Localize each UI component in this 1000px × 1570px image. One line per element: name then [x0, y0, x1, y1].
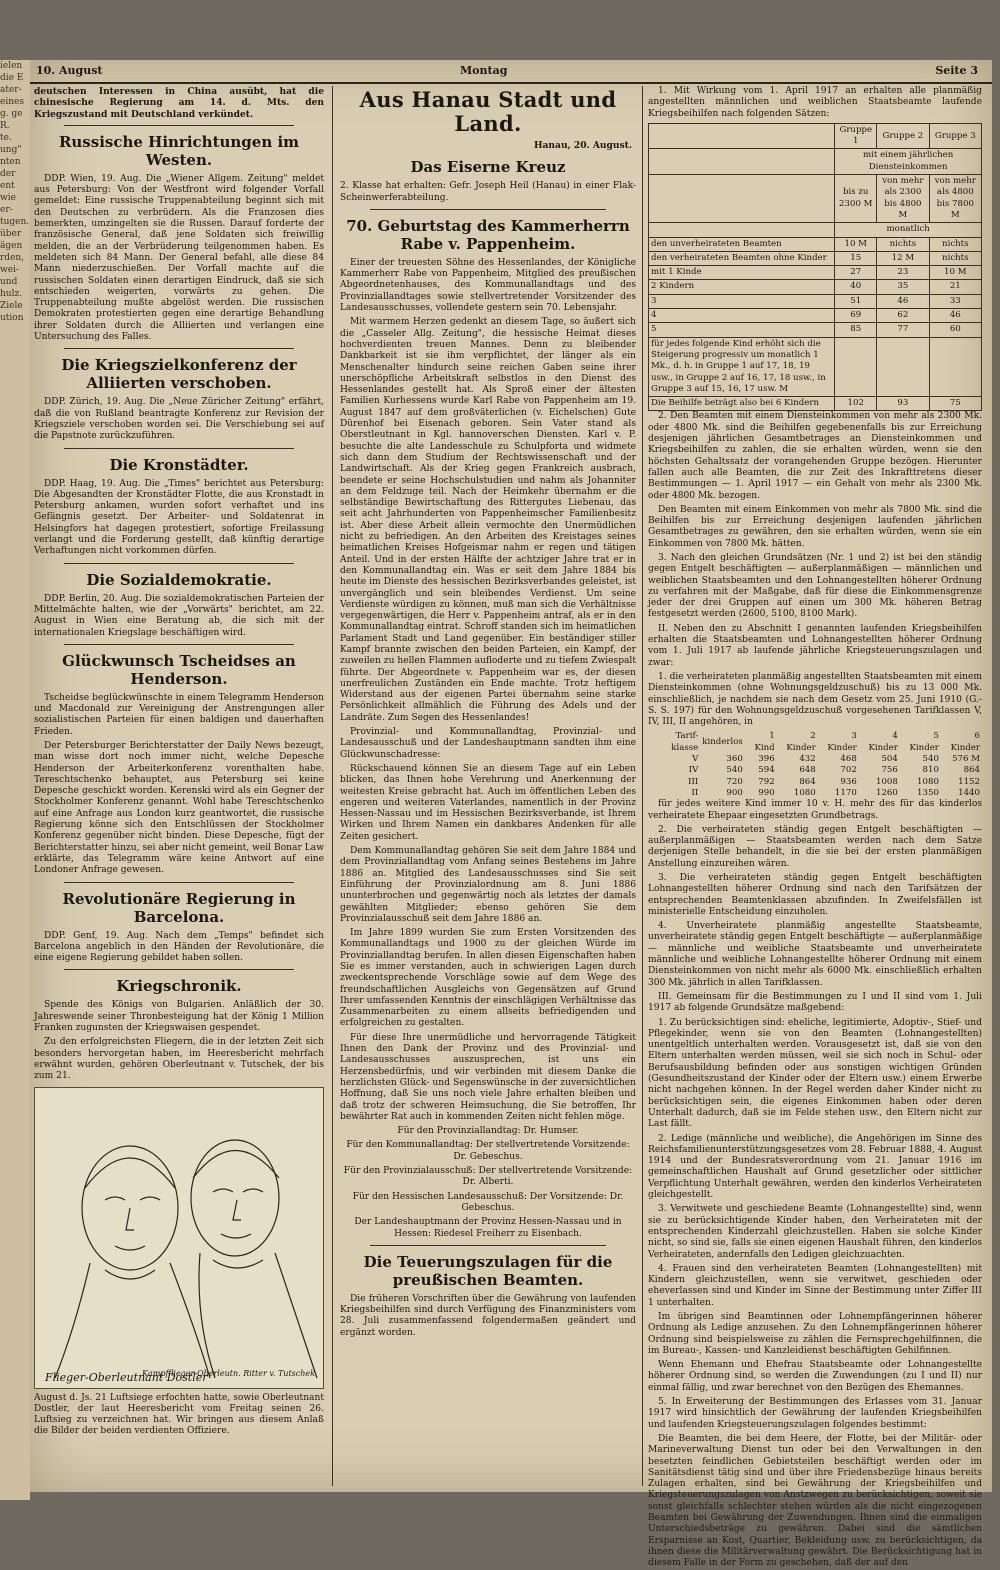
- column-3-paragraph: 3. Die verheirateten ständig gegen Entgelt beschäftigten Lohnangestellten höherer Ordnung sind nach den Tarifsätzen der entsprechenden Beamtenklassen abzufinden. In Zweifelsfällen ist ministerielle Entscheidung einzuholen.: [648, 873, 982, 917]
- header-rule: [30, 82, 992, 84]
- column-3-paragraph: 1. die verheirateten planmäßig angestellten Staatsbeamten mit einem Diensteinkommen (ohne Wohnungsgeldzuschuß) bis zu 13 000 Mk. einschließlich, je nachdem sie nach dem Gesetz vom 25. Juni 1910 (G.-S. S. 197) für den Wohnungsgeldzuschuß vorgesehenen Tarifklassen V, IV, III, II angehören, in: [648, 671, 983, 728]
- table-cell: 85: [835, 323, 877, 337]
- table2-header: 6 Kinder: [950, 731, 980, 753]
- signatures: [340, 1126, 636, 1240]
- table2-cell: III: [688, 776, 699, 787]
- table-corner: [649, 149, 835, 175]
- teuerung-title: Die Teuerungszulagen für die preußischen Beamten.: [363, 1252, 613, 1289]
- table2-cell: 864: [963, 765, 980, 776]
- table-row-label: mit 1 Kinde: [649, 266, 835, 280]
- table2-cell: 396: [758, 754, 775, 765]
- beihilfe-table: [648, 123, 982, 412]
- previous-page-edge: [0, 60, 30, 1500]
- portrait-drawing: [35, 1088, 323, 1388]
- previous-page-fragment: wie: [0, 193, 16, 203]
- table-row-label: 5: [649, 323, 835, 337]
- kreuz-title: Das Eiserne Kreuz: [410, 158, 566, 177]
- previous-page-fragment: rden,: [0, 253, 25, 263]
- table-row-label: 3: [649, 294, 835, 308]
- table-corner: [649, 123, 835, 149]
- previous-page-fragment: eines: [0, 97, 24, 107]
- birthday-paragraph: Im Jahre 1899 wurden Sie zum Ersten Vorsitzenden des Kommunallandtags und 1900 zu der gleichen Würde im Provinziallandtag berufen. In allen diesen Eigenschaften haben Sie es immer verstanden, auch in schwierigen Lagen durch zweckentsprechende Vorschläge sowie auf dem Wege des freundschaftlichen Ausgleichs von Gegensätzen auf Grund Ihrer umfassenden Kenntnis der einschlägigen Verhältnisse das Zusammenarbeiten zu einem allseits befriedigenden und erfolgreichen zu gestalten.: [340, 928, 636, 1029]
- column-3-paragraph: II. Neben den zu Abschnitt I genannten laufenden Kriegsbeihilfen erhalten die Staatsbeamten und Lohnangestellten höherer Ordnung vom 1. Juli 1917 ab laufende jährliche Kriegsteuerungszulagen und zwar:: [648, 623, 982, 668]
- table-cell: 60: [929, 323, 981, 337]
- table-row-label: 2 Kindern: [649, 280, 835, 294]
- table2-cell: 468: [840, 754, 857, 765]
- article-paragraph: DDP. Zürich, 19. Aug. Die „Neue Züricher Zeitung" erfährt, daß die von Rußland beantragte Konferenz zur Revision der Kriegsziele verschoben worden sei. Die Verschiebung sei auf die Papstnote zurückzuführen.: [34, 397, 324, 442]
- divider: [370, 209, 606, 210]
- table-cell: 51: [835, 294, 877, 308]
- previous-page-fragment: er-: [0, 205, 13, 215]
- table2-cell: 1350: [917, 787, 939, 798]
- table2-header: Tarif-klasse: [671, 731, 699, 753]
- column-3-paragraph: 5. In Erweiterung der Bestimmungen des Erlasses vom 31. Januar 1917 wird hinsichtlich der Gewährung der laufenden Kriegsbeihilfen und laufenden Kriegsteuerungszulagen folgendes bestimmt:: [648, 1397, 982, 1430]
- table-row-label: den verheirateten Beamten ohne Kinder: [649, 251, 835, 265]
- previous-page-fragment: R.: [0, 121, 10, 131]
- table2-cell: 1080: [917, 776, 939, 787]
- table-cell: 46: [877, 294, 929, 308]
- table2-cell: 702: [840, 765, 857, 776]
- table2-cell: 576 M: [952, 754, 980, 765]
- table2-cell: 432: [799, 754, 816, 765]
- table-header-row: [649, 123, 982, 149]
- table2-header: 2 Kinder: [786, 731, 816, 753]
- previous-page-fragment: te.: [0, 133, 12, 143]
- article-paragraph: Tscheidse beglückwünschte in einem Telegramm Henderson und Macdonald zur Vereinigung der Anstrengungen aller sozialistischen Parteien für einen baldigen und dauerhaften Frieden.: [34, 692, 324, 737]
- table-cell: 102: [835, 397, 877, 411]
- table2-cell: 1152: [958, 776, 980, 787]
- signature-line: Für den Provinzialausschuß: Der stellvertretende Vorsitzende: Dr. Alberti.: [343, 1166, 633, 1188]
- previous-page-fragment: ung": [0, 145, 22, 155]
- table-cell: [929, 337, 981, 396]
- table-cell: [835, 337, 877, 396]
- table2-header-row: [648, 731, 982, 754]
- table-cell: 75: [929, 397, 981, 411]
- divider: [64, 644, 294, 645]
- article-paragraph: DDP. Haag, 19. Aug. Die „Times" berichtet aus Petersburg: Die Abgesandten der Kronstädter Flotte, die aus Kronstadt in Petersburg ankamen, wurden sofort verhaftet und ins Gefängnis gesetzt. Der Arbeiter- und Soldatenrat in Helsingfors hat dagegen protestiert, sofortige Freilassung verlangt und die Forderung gestellt, daß künftig derartige Verhaftungen nicht vorkommen dürfen.: [34, 478, 324, 557]
- previous-page-fragment: ent: [0, 181, 15, 191]
- table2-cell: 360: [726, 754, 743, 765]
- column-3: [648, 86, 983, 1569]
- table-range-row: [649, 175, 982, 223]
- table2-cell: 504: [881, 754, 898, 765]
- illustration-caption: Flieger-Oberleutnant Dostler: [45, 1371, 208, 1385]
- table-cell: [877, 337, 929, 396]
- table2-cell: 936: [840, 776, 857, 787]
- table2-cell: 792: [758, 776, 775, 787]
- chronik-paragraph: Zu den erfolgreichsten Fliegern, die in der letzten Zeit sich besonders hervorgetan haben, im Heeresbericht mehrfach erwähnt wurden, gehören Oberleutnant v. Tutschek, der bis zum 21.: [34, 1037, 324, 1082]
- kreuz-text: 2. Klasse hat erhalten: Gefr. Joseph Heil (Hanau) in einer Flak-Scheinwerferabteilung.: [340, 181, 636, 203]
- table-row: [649, 309, 982, 323]
- table-cell: 93: [877, 397, 929, 411]
- article-title: Die Kronstädter.: [109, 455, 249, 474]
- column-3-paragraph: Die Beamten, die bei dem Heere, der Flotte, bei der Militär- oder Marineverwaltung Dienst tun oder bei den Verwaltungen in den besetzten feindlichen Gebietsteilen beschäftigt werden oder im Sanitätsdienst tätig sind und über ihre Friedensbezüge hinaus bereits Zulagen erhalten, sind bei Gewährung der Kriegsbeihilfen und Kriegsteuerungszulagen von Anstzwegen zu berücksichtigen, soweit sie sonst gleichfalls schlechter stehen würden als die nicht eingezogenen Beamten bei Gewährung der Zuwendungen. Ihnen sind die einmaligen Unterschiedsbeträge zu gewähren. Dabei sind die sämtlichen Ersparnisse an Kost, Quartier, Bekleidung usw. zu berücksichtigen, da ihnen diese die Militärverwaltung gewährt. Die Berücksichtigung hat in diesem Falle in der Form zu geschehen, daß der auf den: [648, 1433, 982, 1569]
- zulagen-table: [648, 731, 982, 799]
- table-group-header: Gruppe 2: [877, 123, 929, 149]
- table2-row: [648, 777, 982, 788]
- table2-cell: 1440: [958, 787, 980, 798]
- table-note: für jedes folgende Kind erhöht sich die Steigerung progressiv um monatlich 1 Mk., d. h. in Gruppe 1 auf 17, 18, 19 usw., in Gruppe 2 auf 16, 17, 18 usw., in Gruppe 3 auf 15, 16, 17 usw. M: [649, 337, 835, 396]
- signature-line: Für den Hessischen Landesausschuß: Der Vorsitzende: Dr. Gebeschus.: [352, 1191, 624, 1213]
- page-header: [30, 64, 992, 80]
- table-cell: 35: [877, 280, 929, 294]
- table2-cell: II: [691, 787, 699, 798]
- column-3-paragraph: 2. Die verheirateten ständig gegen Entgelt beschäftigten — außerplanmäßigen — Staatsbeamten werden nach dem Satze derjenigen Stelle behandelt, in die sie bei der ersten planmäßigen Anstellung einzureihen wären.: [648, 824, 982, 869]
- section-title: Aus Hanau Stadt und Land.: [359, 87, 617, 136]
- table-row: [649, 251, 982, 265]
- column-3-paragraph: 4. Frauen sind den verheirateten Beamten (Lohnangestellten) mit Kindern gleichzustellen, wenn sie verwitwet, geschieden oder eheverlassen sind und Kinder im Sinne der Bestimmung unter Ziffer III 1 unterhalten.: [648, 1263, 982, 1308]
- table-note-row: [649, 337, 982, 396]
- table2-cell: 900: [726, 787, 743, 798]
- table-sub-row: [649, 149, 982, 175]
- table-row-label: den unverheirateten Beamten: [649, 237, 835, 251]
- table-range: von mehr als 4800 bis 7800 M: [929, 175, 981, 223]
- dateline: Hanau, 20. August.: [533, 140, 632, 151]
- column-3-paragraph: 2. Den Beamten mit einem Diensteinkommen von mehr als 2300 Mk. oder 4800 Mk. sind die Beihilfen gegebenenfalls bis zur Erreichung desjenigen jährlichen Gesamtbetrages an Diensteinkommen und Kriegsbeihilfen zu zahlen, die sie erhalten würden, wenn sie den höchsten Gehaltssatz der vorangehenden Gruppe bezögen. Hierunter fallen auch alle Beamten, die zur Zeit des Inkrafttretens dieser Bestimmungen — 1. April 1917 — ein Gehalt von mehr als 2300 Mk. oder 4800 Mk. bezogen.: [648, 411, 982, 501]
- table-group-header: Gruppe 1: [835, 123, 877, 149]
- article-title: Revolutionäre Regierung in Barcelona.: [62, 889, 296, 926]
- table-sub-header: mit einem jährlichen Diensteinkommen: [835, 149, 982, 175]
- previous-page-fragment: und: [0, 277, 18, 287]
- signature-line: Für den Provinziallandtag: Dr. Humser.: [397, 1126, 579, 1137]
- table2-cell: 1260: [875, 787, 898, 798]
- table-range: von mehr als 2300 bis 4800 M: [877, 175, 929, 223]
- table2-header: 3 Kinder: [827, 731, 857, 753]
- table2-cell: 864: [799, 776, 816, 787]
- divider: [64, 348, 294, 349]
- column-3-paragraph: für jedes weitere Kind immer 10 v. H. mehr des für das kinderlos verheiratete Ehepaar eingesetzten Grundbetrags.: [648, 799, 982, 821]
- divider: [64, 563, 294, 564]
- birthday-paragraph: Provinzial- und Kommunallandtag, Provinzial- und Landesausschuß und der Landeshauptmann sandten ihm eine Glückwunschadresse:: [340, 727, 636, 760]
- previous-page-fragment: ution: [0, 313, 24, 323]
- column-divider: [642, 86, 643, 1486]
- birthday-title: 70. Geburtstag des Kammerherrn Rabe v. Pappenheim.: [346, 216, 630, 253]
- column-divider: [332, 86, 333, 1486]
- birthday-paragraph: Rückschauend können Sie an diesem Tage auf ein Leben blicken, das Ihnen hohe Verehrung und Anerkennung der weitesten Kreise gebracht hat. Auch im öffentlichen Leben des engeren und weiteren Vaterlandes, namentlich in der Provinz Hessen-Nassau und im Hessischen Bezirksverbande, ist Ihrem Wirken und Ihrem Namen ein dankbares Andenken für alle Zeiten gesichert.: [340, 763, 636, 842]
- chronik-title: Kriegschronik.: [116, 977, 242, 996]
- table2-header: 5 Kinder: [909, 731, 939, 753]
- birthday-paragraph: Für diese Ihre unermüdliche und hervorragende Tätigkeit Ihnen den Dank der Provinz und des Provinzial- und Landesausschusses auszusprechen, ist uns ein Herzensbedürfnis, und wir verbinden mit diesem Danke die herzlichsten Glück- und Segenswünsche in der zuversichtlichen Hoffnung, daß Sie uns noch viele Jahre erhalten bleiben und daß trotz der schweren Heimsuchung, die Sie betroffen, Ihr bewährter Rat auch in kommenden Zeiten nicht fehlen möge.: [340, 1032, 636, 1122]
- table-cell: 77: [877, 323, 929, 337]
- previous-page-fragment: der: [0, 169, 16, 179]
- table2-cell: 648: [799, 765, 816, 776]
- column-3-paragraph: 4. Unverheiratete planmäßig angestellte Staatsbeamte, unverheiratete ständig gegen Entgelt beschäftigte — außerplanmäßige — männliche und weibliche Staatsbeamte und unverheiratete männliche und weibliche Lohnangestellte höherer Ordnung mit einem Diensteinkommen von nicht mehr als 6000 Mk. einschließlich erhalten 300 Mk. jährlich in allen Tarifklassen.: [648, 921, 982, 988]
- table2-cell: 540: [726, 765, 743, 776]
- previous-page-fragment: Ziele: [0, 301, 23, 311]
- table2-row: [648, 754, 982, 765]
- table2-header: kinderlos: [702, 737, 743, 748]
- table-cell: 33: [929, 294, 981, 308]
- table-row: [649, 397, 982, 411]
- table2-header: 4 Kinder: [868, 731, 898, 753]
- previous-page-fragment: ielen: [0, 61, 23, 71]
- column-3-paragraph: 2. Ledige (männliche und weibliche), die Angehörigen im Sinne des Reichsfamilienunterstützungsgesetzes vom 28. Februar 1888, 4. August 1914 und der Bundesratsverordnung vom 21. Januar 1916 im gemeinschaftlichen Haushalt auf Grund gesetzlicher oder sittlicher Verpflichtung Unterhalt gewähren, werden den kinderlos Verheirateten gleichgestellt.: [648, 1133, 982, 1201]
- illustration-caption-right: Kampfflieger-Oberleutn. Ritter v. Tutschek: [142, 1368, 315, 1378]
- table-corner: [649, 223, 835, 237]
- divider: [370, 1245, 606, 1246]
- table-cell: 15: [835, 251, 877, 265]
- table-cell: 69: [835, 309, 877, 323]
- previous-page-fragment: wei-: [0, 265, 19, 275]
- table2-cell: IV: [688, 765, 699, 776]
- signature-line: Der Landeshauptmann der Provinz Hessen-Nassau und in Hessen: Riedesel Freiherr zu Eisenbach.: [354, 1217, 622, 1239]
- table-cell: 21: [929, 280, 981, 294]
- teuerung-text: Die früheren Vorschriften über die Gewährung von laufenden Kriegsbeihilfen sind durch Verfügung des Finanzministers vom 28. Juli zusammenfassend folgendermaßen geändert und ergänzt worden.: [340, 1293, 636, 1338]
- article-paragraph: DDP. Berlin, 20. Aug. Die sozialdemokratischen Parteien der Mittelmächte halten, wie der „Vorwärts" berichtet, am 22. August in Wien eine Beratung ab, die sich mit der internationalen Kriegslage beschäftigen wird.: [34, 593, 324, 638]
- divider: [64, 448, 294, 449]
- table2-cell: 1170: [834, 787, 857, 798]
- column-3-paragraphs: [648, 411, 982, 728]
- column-3-paragraphs-2: [648, 799, 982, 1569]
- table2-row: [648, 788, 982, 799]
- table-cell: nichts: [877, 237, 929, 251]
- table-corner: [649, 175, 835, 223]
- article-title: Die Sozialdemokratie.: [86, 570, 272, 589]
- birthday-paragraphs: [340, 258, 636, 1123]
- column-3-paragraph: III. Gemeinsam für die Bestimmungen zu I und II sind vom 1. Juli 1917 ab folgende Grundsätze maßgebend:: [648, 991, 982, 1014]
- chronik-paragraph: Spende des Königs von Bulgarien. Anläßlich der 30. Jahreswende seiner Thronbesteigung hat der König 1 Million Franken zugunsten der Kriegswaisen gespendet.: [34, 1000, 324, 1034]
- table-cell: 23: [877, 266, 929, 280]
- column-1-intro: deutschen Interessen in China ausübt, hat die chinesische Regierung am 14. d. Mts. den Kriegszustand mit Deutschland verkündet.: [34, 86, 324, 120]
- table-row: [649, 294, 982, 308]
- table-cell: nichts: [929, 237, 981, 251]
- article-paragraph: DDP. Genf, 19. Aug. Nach dem „Temps" befindet sich Barcelona angeblich in den Händen der Revolutionäre, die eine eigene Regierung gebildet haben sollen.: [34, 930, 324, 964]
- article-title: Die Kriegszielkonferenz der Alliierten verschoben.: [61, 356, 297, 393]
- table2-row: [648, 765, 982, 776]
- column-3-paragraph: Im übrigen sind Beamtinnen oder Lohnempfängerinnen höherer Ordnung als Ledige anzusehen. Zu den Lohnempfängerinnen höherer Ordnung sind beispielsweise zu zählen die Fernsprechgehilfinnen, die im Bureau-, Kassen- und Kanzleidienst beschäftigten Gehilfinnen.: [648, 1311, 982, 1356]
- previous-page-fragment: g. ge: [0, 109, 23, 119]
- previous-page-fragment: hulz.: [0, 289, 23, 299]
- column-3-paragraph: 3. Nach den gleichen Grundsätzen (Nr. 1 und 2) ist bei den ständig gegen Entgelt beschäftigten — außerplanmäßigen — männlichen und weiblichen Staatsbeamten und den Lohnangestellten höherer Ordnung zu verfahren mit der Maßgabe, daß für diese die Einkommensgrenze jeder der drei Gruppen auf einen um 300 Mk. höheren Betrag festgesetzt werden (2600, 5100, 8100 Mark).: [648, 552, 982, 620]
- header-page-number: Seite 3: [935, 64, 978, 77]
- birthday-paragraph: Mit warmem Herzen gedenkt an diesem Tage, so äußert sich die „Casseler Allg. Zeitung", die hessische Heimat dieses hochverdienten treuen Mannes. Denn zu bleibender Dankbarkeit ist sie ihm verpflichtet, der länger als ein Menschenalter hindurch seine reichen Gaben seine ihrer unerschöpfliche Arbeitskraft selbstlos in den Dienst des Hessenlandes gestellt hat. Als Sproß einer der ältesten Familien Kurhessens wurde Karl Rabe von Pappenheim am 19. August 1847 auf dem großväterlichen (v. Eichelschen) Gute Dürenhof bei Eisenach geboren. Sein Vater stand als Oberstleutnant in Kgl. hannoverschen Diensten. Karl v. P. besuchte die alte Landesschule zu Schulpforta und widmete sich dann dem Studium der Rechtswissenschaft und der Landwirtschaft. Als der Krieg gegen Frankreich ausbrach, beendete er seine Hochschulstudien und nahm als Johanniter an dem Feldzuge teil. Nach der Heimkehr übernahm er die selbständige Bewirtschaftung des Rittergutes Liebenau, das seit acht Jahrhunderten von Pappenheimscher Familienbesitz ist. Aber diese Arbeit allein vermochte den Unermüdlichen nicht zu befriedigen. An den Arbeiten des Kreistages seines heimatlichen Kreises Hofgeismar nahm er regen und tätigen Anteil. Und in der ersten Hälfte der achtziger Jahre trat er in den Kommunallandtag ein. Was er seit dem Jahre 1884 bis heute im Dienste des hessischen Bezirksverbandes geleistet, ist unvergänglich und sein bleibendes Verdienst. Um seine Verdienste würdigen zu können, muß man sich die Verhältnisse vergegenwärtigen, die Herr v. Pappenheim antraf, als er in den Kommunallandtag eintrat. Schroff standen sich im heimatlichen Parlament Stadt und Land gegenüber. Ein beständiger stiller Kampf brannte zwischen den beiden Parteien, ein Kampf, der zuweilen zu hellen Flammen aufloderte und zu tiefem Zwiespalt führte. Der Abgeordnete v. Pappenheim war es, der diesen unerfreulichen Zuständen ein Ende machte. Trotz heftigem Widerstand aus der eigenen Partei übernahm seine starke Persönlichkeit allmählich die Führung des Adels und der Landräte. Zum Segen des Hessenlandes!: [340, 317, 636, 723]
- table2-cell: V: [692, 754, 699, 765]
- newspaper-page: [30, 60, 992, 1569]
- chronik-after: August d. Js. 21 Luftsiege erfochten hatte, sowie Oberleutnant Dostler, der laut Heeresbericht vom Freitag seinen 26. Luftsieg zu verzeichnen hat. Wir bringen aus diesem Anlaß die Bilder der beiden verdienten Offiziere.: [34, 1392, 324, 1437]
- birthday-paragraph: Einer der treuesten Söhne des Hessenlandes, der Königliche Kammerherr Rabe von Pappenheim, Mitglied des preußischen Abgeordnetenhauses, des Kommunallandtags und des Provinziallandtages sowie stellvertretender Vorsitzender des Landesausschusses, vollendete gestern sein 70. Lebensjahr.: [340, 257, 636, 314]
- column-3-paragraph: 3. Verwitwete und geschiedene Beamte (Lohnangestellte) sind, wenn sie zu berücksichtigende Kinder haben, den Verheirateten mit der entsprechenden Kinderzahl gleichzustellen. Haben sie solche Kinder nicht, so sind sie, falls sie einen eigenen Haushalt führen, den kinderlos Verheirateten, andernfalls den Ledigen gleichzuachten.: [648, 1204, 982, 1260]
- table-row-label: 4: [649, 309, 835, 323]
- header-date: 10. August: [36, 64, 103, 77]
- column-1-articles: [34, 125, 324, 965]
- article-paragraph: DDP. Wien, 19. Aug. Die „Wiener Allgem. Zeitung" meldet aus Petersburg: Von der Westfront wird folgender Vorfall gemeldet: Eine russische Truppenabteilung beginnt sich mit den Deutschen zu verbrüdern. Als die Franzosen dies bemerkten, umzingelten sie die Russen. Darauf forderte der französische General, daß jene Soldaten sich freiwillig melden, die an der Verbrüderung teilgenommen haben. Es meldeten sich 84 Mann. Der General befahl, alle diese 84 Mann niederzuschießen. Der Vorfall machte auf die russischen Soldaten einen derartigen Eindruck, daß sie sich entschieden weigerten, vorwärts zu gehen. Die Truppenabteilung mußte abgelöst werden. Die russischen Demokraten protestierten gegen eine derartige Behandlung ihrer Soldaten durch die Alliierten und verlangen eine Untersuchung des Falles.: [34, 173, 324, 343]
- table-group-header: Gruppe 3: [929, 123, 981, 149]
- column-3-paragraph: Wenn Ehemann und Ehefrau Staatsbeamte oder Lohnangestellte höherer Ordnung sind, so werden die Zuwendungen (zu I und II) nur einmal fällig, und zwar berechnet von den Bezügen des Ehemannes.: [648, 1360, 982, 1393]
- table-unit-row: [649, 223, 982, 237]
- table-range: bis zu 2300 M: [835, 175, 877, 223]
- table2-cell: 540: [922, 754, 939, 765]
- signature-line: Für den Kommunallandtag: Der stellvertretende Vorsitzende: Dr. Gebeschus.: [346, 1140, 630, 1162]
- table-row: [649, 266, 982, 280]
- table2-cell: 990: [758, 787, 775, 798]
- table-cell: 40: [835, 280, 877, 294]
- previous-page-fragment: ägen: [0, 241, 23, 251]
- table-row: [649, 237, 982, 251]
- table-cell: 62: [877, 309, 929, 323]
- table2-cell: 1008: [875, 776, 898, 787]
- divider: [64, 125, 294, 126]
- chronik-paragraphs: [34, 1000, 324, 1082]
- table-row: [649, 323, 982, 337]
- table-row-label: Die Beihilfe beträgt also bei 6 Kindern: [649, 397, 835, 411]
- table2-cell: 594: [758, 765, 775, 776]
- table-cell: 12 M: [877, 251, 929, 265]
- portrait-illustration: [34, 1087, 324, 1389]
- column-1: [34, 86, 324, 1486]
- birthday-paragraph: Dem Kommunallandtag gehören Sie seit dem Jahre 1884 und dem Provinziallandtag vom Anfang seines Bestehens im Jahre 1886 an. Mitglied des Landesausschusses sind Sie seit Einführung der Provinzialordnung am 8. Juni 1886 ununterbrochen und gegenwärtig noch als letztes der damals gewählten Mitglieder; ebenso gehören Sie dem Provinzialausschuß seit dem Jahre 1886 an.: [340, 846, 636, 924]
- table2-cell: 810: [922, 765, 939, 776]
- previous-page-fragment: tugen.: [0, 217, 30, 227]
- column-3-paragraph: 1. Zu berücksichtigen sind: eheliche, legitimierte, Adoptiv-, Stief- und Pflegekinder, wenn sie von den Beamten (Lohnangestellten) unentgeltlich unterhalten werden. Vorausgesetzt ist, daß sie von den Eltern unterhalten werden müssen, weil sie sich noch in Schul- oder Berufsausbildung befinden oder aus sonstigen wichtigen Gründen (Gesundheitszustand der Kinder oder der Eltern usw.) einem Erwerbe nicht nachgehen können. In der Regel werden daher Kinder nicht zu berücksichtigen sein, die eigenes Einkommen haben oder deren Unterhalt dadurch, daß sie im Felde stehen usw., den Eltern nicht zur Last fällt.: [648, 1017, 982, 1130]
- table-unit: monatlich: [835, 223, 982, 237]
- column-3-paragraph: Den Beamten mit einem Einkommen von mehr als 7800 Mk. sind die Beihilfen bis zur Erreichung desjenigen laufenden jährlichen Gesamtbetrages zu gewähren, den sie erhalten würden, wenn sie ein Einkommen von 7800 Mk. hätten.: [648, 504, 982, 549]
- previous-page-fragment: nten: [0, 157, 21, 167]
- table2-cell: 1080: [793, 787, 816, 798]
- divider: [64, 969, 294, 970]
- article-paragraph: Der Petersburger Berichterstatter der Daily News bezeugt, man wisse dort noch immer nicht, welche Depesche Henderson der Arbeiterkonferenz vorenthalten habe. Tereschtschenko behauptet, aus Petersburg sei keine Depesche geschickt worden. Kerenski wird als ein Gegner der Stockholmer Konferenz genannt. Wohl habe Tereschtschenko auf eine Anfrage aus London kurz geantwortet, die russische Regierung könne sich den Entschlüssen der Stockholmer Konferenz gegenüber nicht binden. Diese Depesche, fügt der Berichterstatter hinzu, sei aber nicht gemeint, weil Bonar Law erklärte, das Telegramm wäre keine Antwort auf eine Londoner Anfrage gewesen.: [34, 740, 324, 876]
- column-2: [340, 86, 636, 1486]
- divider: [64, 882, 294, 883]
- table-row: [649, 280, 982, 294]
- previous-page-fragment: über: [0, 229, 22, 239]
- table2-cell: 720: [726, 776, 743, 787]
- table2-header: 1 Kind: [754, 731, 775, 753]
- column-3-intro: 1. Mit Wirkung vom 1. April 1917 an erhalten alle planmäßig angestellten männlichen und weiblichen Staatsbeamte laufende Kriegsbeihilfen nach folgenden Sätzen:: [648, 86, 982, 119]
- table-cell: 10 M: [835, 237, 877, 251]
- header-day: Montag: [460, 64, 508, 77]
- table2-cell: 756: [881, 765, 898, 776]
- table-cell: 10 M: [929, 266, 981, 280]
- previous-page-fragment: die E: [0, 73, 24, 83]
- table-cell: 46: [929, 309, 981, 323]
- article-title: Russische Hinrichtungen im Westen.: [58, 132, 300, 169]
- article-title: Glückwunsch Tscheidses an Henderson.: [62, 651, 296, 688]
- previous-page-fragment: ater-: [0, 85, 22, 95]
- table-cell: nichts: [929, 251, 981, 265]
- table-cell: 27: [835, 266, 877, 280]
